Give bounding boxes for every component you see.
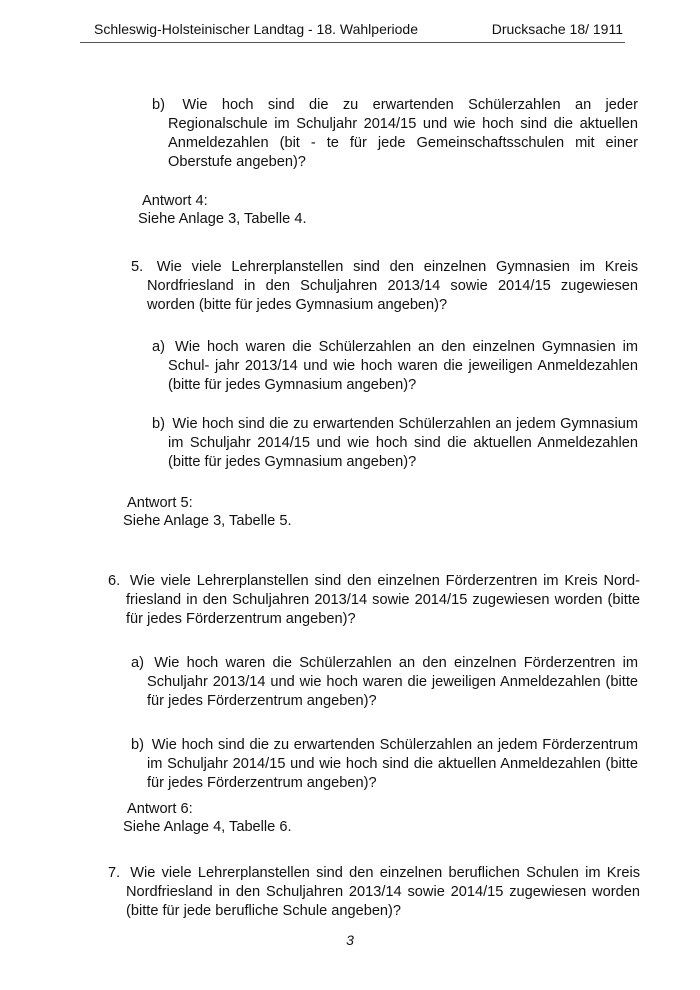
page-header [80, 20, 625, 43]
question-text: Wie hoch sind die zu erwartenden Schülerzahlen an jedem Gymnasium im Schuljahr 2014/15 und wie hoch sind die aktuellen Anmeldezahlen (bitte für jedes Gymnasium angeben)? [168, 416, 638, 470]
question-5 [131, 258, 638, 315]
question-4b [152, 96, 638, 172]
item-label: 5. [131, 259, 144, 275]
question-text: Wie hoch sind die zu erwartenden Schülerzahlen an jeder Regionalschule im Schuljahr 2014/15 und wie hoch sind die aktuellen Anmeldezahlen (bit - te für jede Gemeinschaftsschulen mit einer Oberstufe angeben)? [168, 97, 638, 170]
item-label: 6. [108, 573, 121, 589]
question-text: Wie hoch waren die Schülerzahlen an den einzelnen Förderzentren im Schuljahr 2013/14 und wie hoch waren die jeweiligen Anmeldezahlen (bitte für jedes Förderzentrum angeben)? [147, 655, 638, 709]
question-text: Wie hoch sind die zu erwartenden Schülerzahlen an jedem Förderzentrum im Schuljahr 2014/15 und wie hoch sind die aktuellen Anmeldezahlen (bitte für jedes Förderzentrum angeben)? [147, 737, 638, 791]
question-7 [108, 864, 640, 921]
item-label: b) [131, 737, 144, 753]
question-text: Wie viele Lehrerplanstellen sind den einzelnen Förderzentren im Kreis Nord- friesland in den Schuljahren 2013/14 sowie 2014/15 zugewiesen worden (bitte für jedes Förderzentrum angeben)? [126, 573, 641, 627]
question-5a [152, 338, 638, 395]
question-6a [131, 654, 638, 711]
answer-6-text: Siehe Anlage 4, Tabelle 6. [123, 819, 292, 835]
question-text: Wie viele Lehrerplanstellen sind den einzelnen Gymnasien im Kreis Nordfriesland in den Schuljahren 2013/14 sowie 2014/15 zugewiesen worden (bitte für jedes Gymnasium angeben)? [147, 259, 638, 313]
question-text: Wie hoch waren die Schülerzahlen an den einzelnen Gymnasien im Schul- jahr 2013/14 und wie hoch waren die jeweiligen Anmeldezahlen (bitte für jedes Gymnasium angeben)? [168, 339, 639, 393]
answer-5-title: Antwort 5: [127, 495, 193, 511]
item-label: a) [152, 339, 165, 355]
question-5b [152, 415, 638, 472]
answer-4-title: Antwort 4: [142, 193, 208, 209]
header-title: Schleswig-Holsteinischer Landtag - 18. Wahlperiode [94, 21, 418, 37]
item-label: b) [152, 416, 165, 432]
item-label: b) [152, 97, 165, 113]
item-label: a) [131, 655, 144, 671]
question-6b [131, 736, 638, 793]
question-text: Wie viele Lehrerplanstellen sind den einzelnen beruflichen Schulen im Kreis Nordfriesland in den Schuljahren 2013/14 sowie 2014/15 zugewiesen worden (bitte für jede berufliche Schule angeben)? [126, 865, 640, 919]
answer-6-title: Antwort 6: [127, 801, 193, 817]
answer-4-text: Siehe Anlage 3, Tabelle 4. [138, 211, 307, 227]
document-number: Drucksache 18/ 1911 [491, 21, 623, 37]
answer-5-text: Siehe Anlage 3, Tabelle 5. [123, 513, 292, 529]
page-number: 3 [346, 932, 354, 948]
item-label: 7. [108, 865, 121, 881]
question-6 [108, 572, 640, 629]
